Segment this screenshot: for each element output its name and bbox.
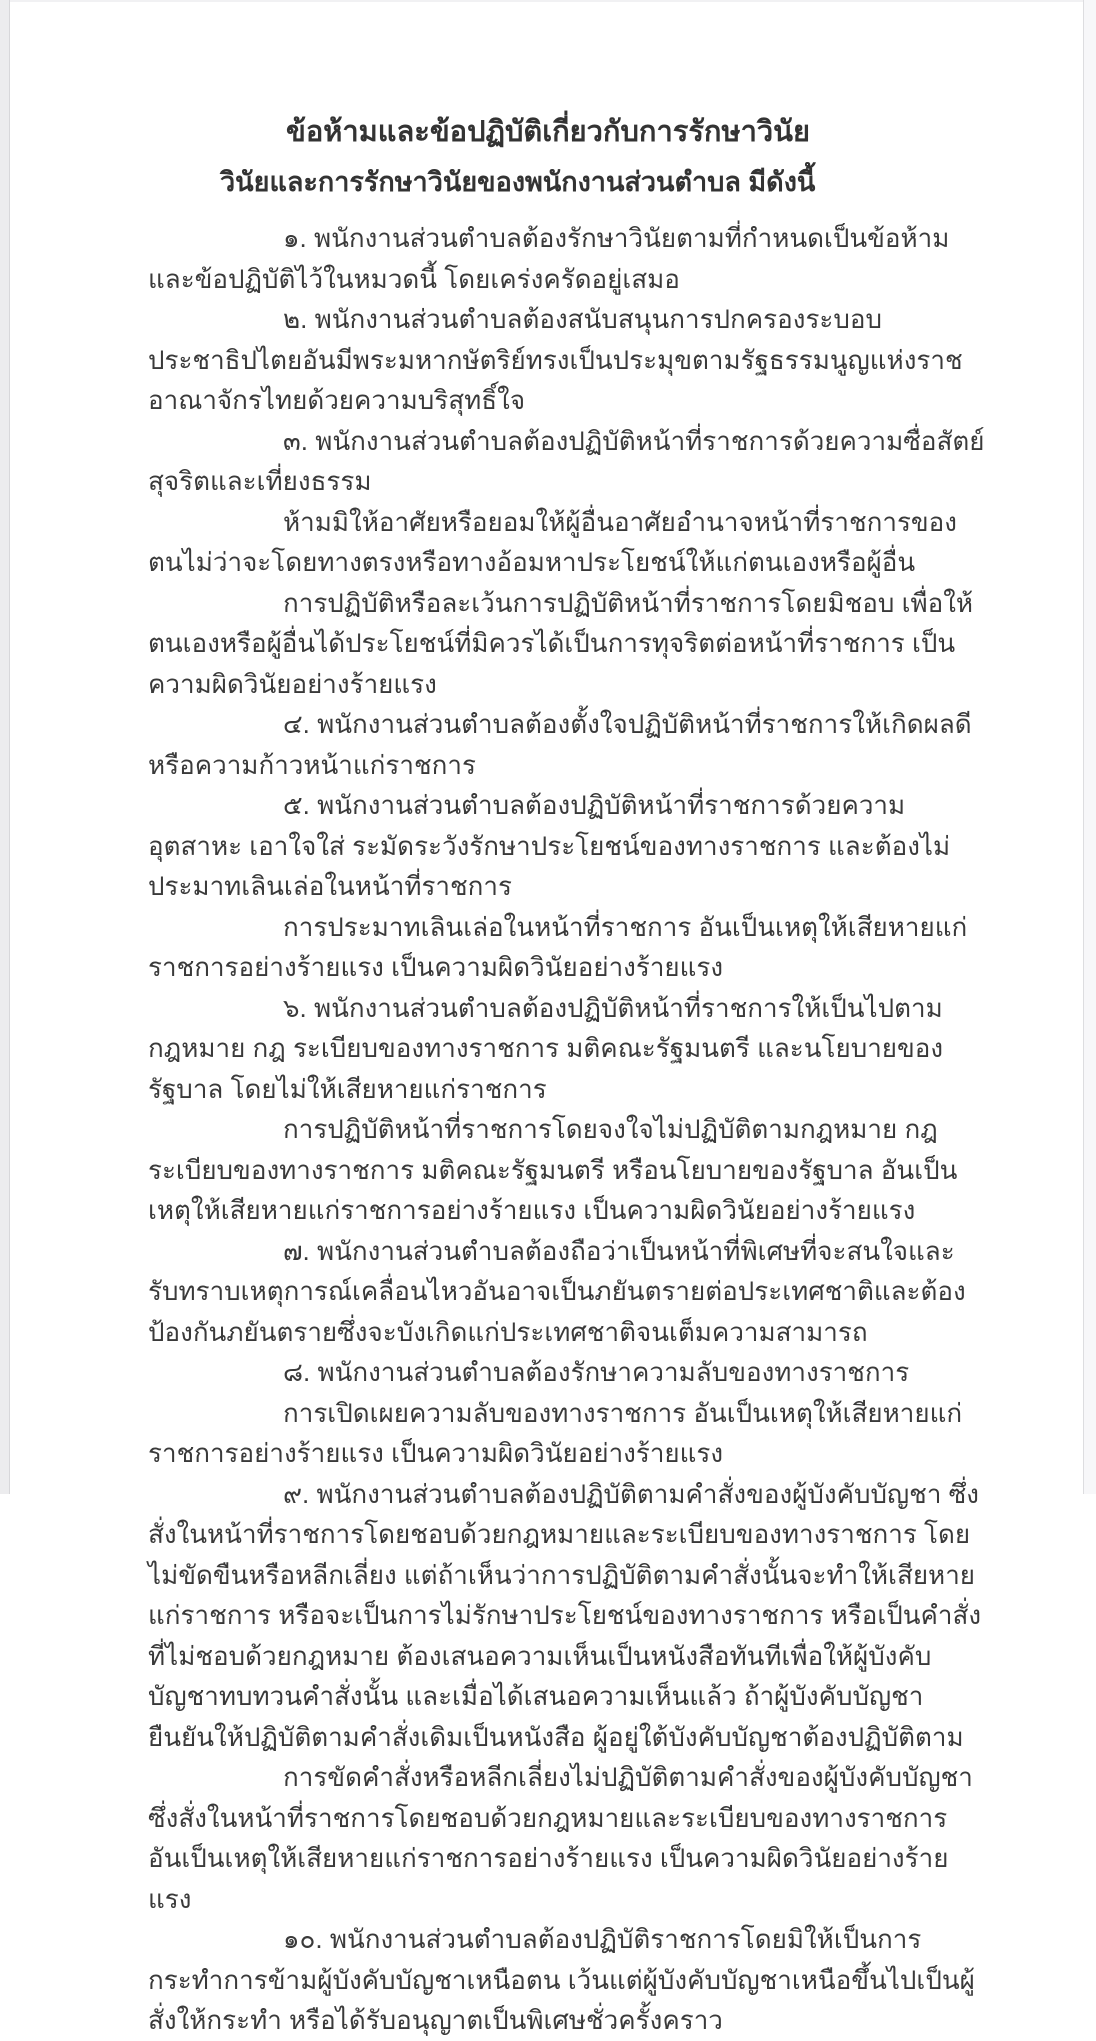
paragraph: ๙. พนักงานส่วนตำบลต้องปฏิบัติตามคำสั่งของผู้บังคับบัญชา ซึ่งสั่งในหน้าที่ราชการโดยชอบด้วยกฎหมายและระเบียบของทางราชการ โดยไม่ขัดขืนหรือหลีกเลี่ยง แต่ถ้าเห็นว่าการปฏิบัติตามคำสั่งนั้นจะทำให้เสียหายแก่ราชการ หรือจะเป็นการไม่รักษาประโยชน์ของทางราชการ หรือเป็นคำสั่งที่ไม่ชอบด้วยกฎหมาย ต้องเสนอความเห็นเป็นหนังสือทันทีเพื่อให้ผู้บังคับบัญชาทบทวนคำสั่งนั้น และเมื่อได้เสนอความเห็นแล้ว ถ้าผู้บังคับบัญชายืนยันให้ปฏิบัติตามคำสั่งเดิมเป็นหนังสือ ผู้อยู่ใต้บังคับบัญชาต้องปฏิบัติตาม <box>148 1478 982 1752</box>
paragraph: การประมาทเลินเล่อในหน้าที่ราชการ อันเป็นเหตุให้เสียหายแก่ราชการอย่างร้ายแรง เป็นความผิดวินัยอย่างร้ายแรง <box>148 911 968 982</box>
paragraph: ๘. พนักงานส่วนตำบลต้องรักษาความลับของทางราชการ <box>283 1357 910 1387</box>
paragraph: การปฏิบัติหรือละเว้นการปฏิบัติหน้าที่ราชการโดยมิชอบ เพื่อให้ตนเองหรือผู้อื่นได้ประโยชน์ที่มิควรได้เป็นการทุจริตต่อหน้าที่ราชการ เป็นความผิดวินัยอย่างร้ายแรง <box>148 587 974 699</box>
paragraph: ๑๐. พนักงานส่วนตำบลต้องปฏิบัติราชการโดยมิให้เป็นการกระทำการข้ามผู้บังคับบัญชาเหนือตน เว้นแต่ผู้บังคับบัญชาเหนือขึ้นไปเป็นผู้สั่งให้กระทำ หรือได้รับอนุญาตเป็นพิเศษชั่วครั้งคราว <box>148 1924 975 2035</box>
document-title: ข้อห้ามและข้อปฏิบัติเกี่ยวกับการรักษาวินัย <box>286 116 810 148</box>
document-subtitle: วินัยและการรักษาวินัยของพนักงานส่วนตำบล มีดังนี้ <box>220 167 816 197</box>
paragraph: การขัดคำสั่งหรือหลีกเลี่ยงไม่ปฏิบัติตามคำสั่งของผู้บังคับบัญชาซึ่งสั่งในหน้าที่ราชการโดยชอบด้วยกฎหมายและระเบียบของทางราชการ อันเป็นเหตุให้เสียหายแก่ราชการอย่างร้ายแรง เป็นความผิดวินัยอย่างร้ายแรง <box>148 1762 973 1914</box>
paragraph: ๔. พนักงานส่วนตำบลต้องตั้งใจปฏิบัติหน้าที่ราชการให้เกิดผลดีหรือความก้าวหน้าแก่ราชการ <box>148 709 972 780</box>
paragraph: ๓. พนักงานส่วนตำบลต้องปฏิบัติหน้าที่ราชการด้วยความซื่อสัตย์สุจริตและเที่ยงธรรม <box>148 425 985 496</box>
paragraph: ๗. พนักงานส่วนตำบลต้องถือว่าเป็นหน้าที่พิเศษที่จะสนใจและรับทราบเหตุการณ์เคลื่อนไหวอันอาจเป็นภยันตรายต่อประเทศชาติและต้องป้องกันภยันตรายซึ่งจะบังเกิดแก่ประเทศชาติจนเต็มความสามารถ <box>148 1235 966 1347</box>
paragraph: ๒. พนักงานส่วนตำบลต้องสนับสนุนการปกครองระบอบประชาธิปไตยอันมีพระมหากษัตริย์ทรงเป็นประมุขตามรัฐธรรมนูญแห่งราชอาณาจักรไทยด้วยความบริสุทธิ์ใจ <box>148 304 963 415</box>
paragraph: ๑. พนักงานส่วนตำบลต้องรักษาวินัยตามที่กำหนดเป็นข้อห้ามและข้อปฏิบัติไว้ในหมวดนี้ โดยเคร่งครัดอยู่เสมอ <box>148 223 950 294</box>
paragraph: ๖. พนักงานส่วนตำบลต้องปฏิบัติหน้าที่ราชการให้เป็นไปตามกฎหมาย กฎ ระเบียบของทางราชการ มติคณะรัฐมนตรี และนโยบายของรัฐบาล โดยไม่ให้เสียหายแก่ราชการ <box>148 992 944 1104</box>
paragraph: การเปิดเผยความลับของทางราชการ อันเป็นเหตุให้เสียหายแก่ราชการอย่างร้ายแรง เป็นความผิดวินัยอย่างร้ายแรง <box>148 1397 963 1468</box>
paragraph: ห้ามมิให้อาศัยหรือยอมให้ผู้อื่นอาศัยอำนาจหน้าที่ราชการของตนไม่ว่าจะโดยทางตรงหรือทางอ้อมหาประโยชน์ให้แก่ตนเองหรือผู้อื่น <box>148 506 957 577</box>
document-body <box>0 202 1096 2041</box>
paragraph: การปฏิบัติหน้าที่ราชการโดยจงใจไม่ปฏิบัติตามกฎหมาย กฎ ระเบียบของทางราชการ มติคณะรัฐมนตรี หรือนโยบายของรัฐบาล อันเป็นเหตุให้เสียหายแก่ราชการอย่างร้ายแรง เป็นความผิดวินัยอย่างร้ายแรง <box>148 1114 958 1225</box>
paragraph: ๕. พนักงานส่วนตำบลต้องปฏิบัติหน้าที่ราชการด้วยความอุตสาหะ เอาใจใส่ ระมัดระวังรักษาประโยชน์ของทางราชการ และต้องไม่ประมาทเลินเล่อในหน้าที่ราชการ <box>148 790 951 901</box>
